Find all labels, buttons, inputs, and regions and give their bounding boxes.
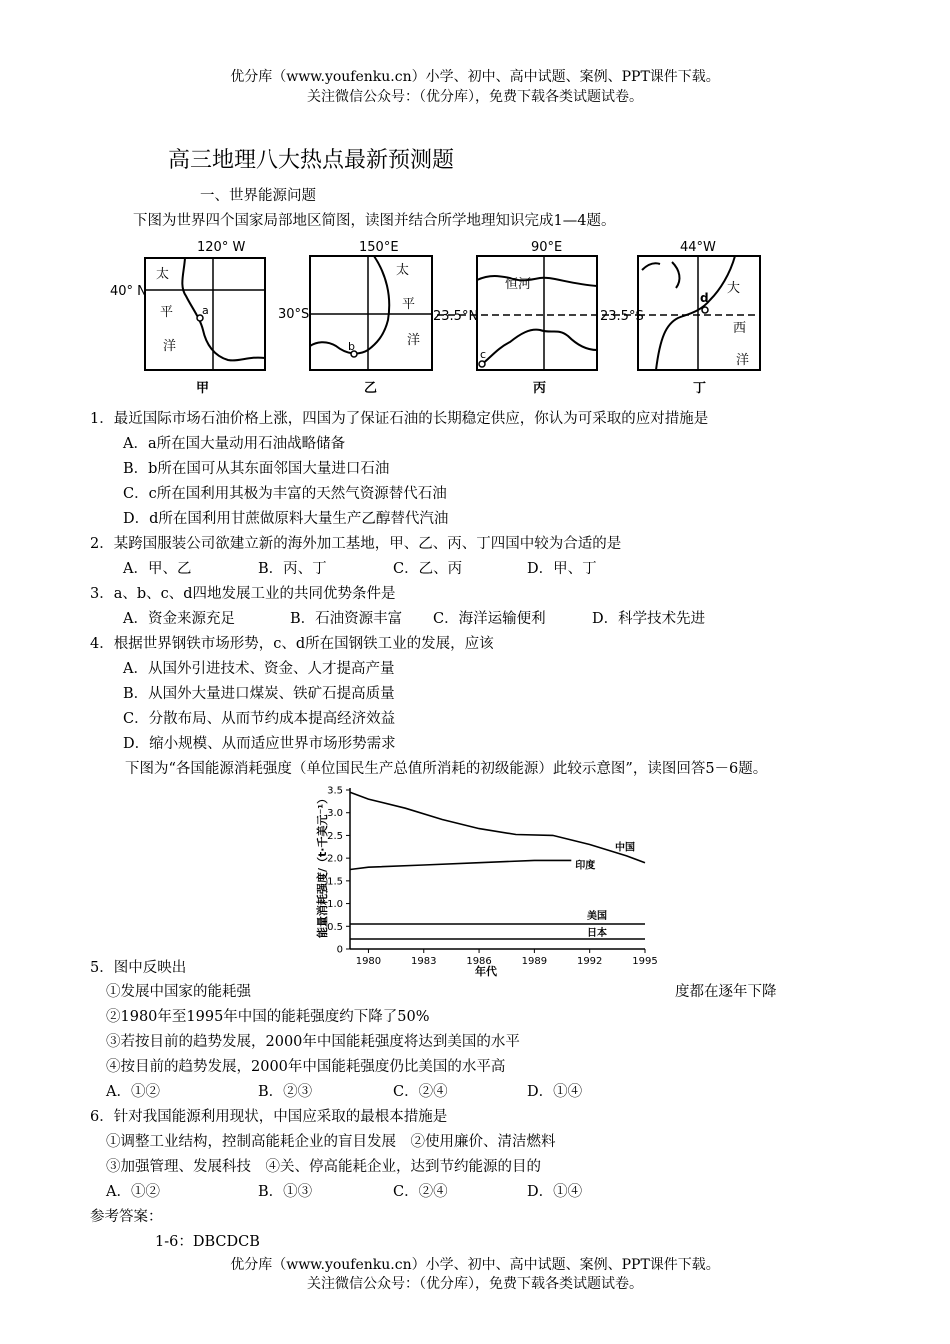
series-label: 印度 — [575, 860, 596, 872]
y-tick-label: 0.5 — [327, 921, 343, 933]
q1-stem: 1．最近国际市场石油价格上涨，四国为了保证石油的长期稳定供应，你认为可采取的应对措施是 — [90, 411, 709, 427]
q3-option-b: B．石油资源丰富 — [290, 611, 403, 627]
q4-option-c: C．分散布局、从而节约成本提高经济效益 — [123, 711, 396, 727]
series-line-印度 — [350, 860, 571, 869]
map-yi-sea-1: 太 — [396, 263, 410, 278]
map-jia-sea-1: 太 — [156, 267, 170, 282]
y-tick-label: 1.5 — [327, 876, 343, 888]
q2-option-a: A．甲、乙 — [123, 561, 192, 577]
q4-option-d: D．缩小规模、从而适应世界市场形势需求 — [123, 736, 396, 752]
map-jia-lon: 120° W — [197, 240, 246, 255]
q6-option-b: B．①③ — [258, 1184, 313, 1200]
map-yi-name: 乙 — [364, 381, 378, 396]
series-label: 日本 — [587, 928, 607, 940]
q5-option-b: B．②③ — [258, 1084, 313, 1100]
page-title: 高三地理八大热点最新预测题 — [168, 148, 455, 173]
map-jia-sea-3: 洋 — [163, 339, 177, 354]
map-yi-sea-2: 平 — [402, 297, 416, 312]
q5-item-2: ②1980年至1995年中国的能耗强度约下降了50% — [106, 1009, 430, 1025]
energy-intensity-chart — [310, 778, 660, 978]
q5-option-d: D．①④ — [527, 1084, 583, 1100]
map-ding-sea-1: 大 — [727, 281, 741, 296]
x-tick-label: 1995 — [632, 956, 658, 967]
x-tick-label: 1989 — [521, 956, 548, 967]
q4-option-a: A．从国外引进技术、资金、人才提高产量 — [123, 661, 395, 677]
q3-option-d: D．科学技术先进 — [592, 611, 706, 627]
q5-item-3: ③若按目前的趋势发展，2000年中国能耗强度将达到美国的水平 — [106, 1034, 520, 1050]
map-jia-lat: 40° N — [110, 284, 147, 299]
q5-item-1b: 度都在逐年下降 — [675, 984, 777, 1000]
y-tick-label: 0 — [336, 944, 343, 956]
y-tick-label: 1.0 — [327, 899, 343, 911]
x-tick-label: 1986 — [466, 956, 492, 967]
map-ding-point-label: d — [700, 291, 709, 305]
x-tick-label: 1983 — [411, 956, 437, 967]
q5-stem: 5．图中反映出 — [90, 960, 187, 976]
map-bing-lat: 23.5°N — [433, 309, 479, 324]
header-line-1: 优分库（www.youfenku.cn）小学、初中、高中试题、案例、PPT课件下载。 — [230, 69, 720, 85]
q5-item-1a: ①发展中国家的能耗强 — [106, 984, 251, 1000]
q6-stem: 6．针对我国能源利用现状，中国应采取的最根本措施是 — [90, 1109, 448, 1125]
q2-option-b: B．丙、丁 — [258, 561, 327, 577]
q6-line-1: ①调整工业结构，控制高能耗企业的盲目发展 ②使用廉价、清洁燃料 — [106, 1134, 556, 1150]
map-jia-point-label: a — [202, 304, 209, 317]
chart-y-label: 能量消耗强度/（t·千美元⁻¹） — [316, 792, 329, 938]
map-jia-sea-2: 平 — [160, 305, 174, 320]
x-tick-label: 1992 — [576, 956, 603, 967]
header-line-2: 关注微信公众号：（优分库），免费下载各类试题试卷。 — [307, 89, 643, 105]
q6-line-2: ③加强管理、发展科技 ④关、停高能耗企业，达到节约能源的目的 — [106, 1159, 541, 1175]
series-line-中国 — [350, 792, 645, 862]
q1-option-b: B．b所在国可从其东面邻国大量进口石油 — [123, 461, 390, 477]
map-jia-name: 甲 — [196, 381, 210, 396]
q1-option-c: C．c所在国利用其极为丰富的天然气资源替代石油 — [123, 486, 447, 502]
q2-stem: 2．某跨国服装公司欲建立新的海外加工基地，甲、乙、丙、丁四国中较为合适的是 — [90, 536, 622, 552]
q3-stem: 3．a、b、c、d四地发展工业的共同优势条件是 — [90, 586, 396, 602]
q2-option-c: C．乙、丙 — [393, 561, 463, 577]
q6-option-d: D．①④ — [527, 1184, 583, 1200]
q6-option-c: C．②④ — [393, 1184, 448, 1200]
footer-line-1: 优分库（www.youfenku.cn）小学、初中、高中试题、案例、PPT课件下载。 — [230, 1257, 720, 1273]
q3-option-a: A．资金来源充足 — [123, 611, 235, 627]
q4-option-b: B．从国外大量进口煤炭、铁矿石提高质量 — [123, 686, 395, 702]
map-bing-river: 恒河 — [505, 277, 532, 292]
series-label: 中国 — [615, 842, 635, 854]
map-yi-lat: 30°S — [278, 307, 310, 322]
map-bing-point-label: c — [480, 348, 487, 361]
chart-intro: 下图为“各国能源消耗强度（单位国民生产总值所消耗的初级能源）此较示意图”，读图回答5－6题。 — [125, 761, 768, 777]
map-ding-sea-2: 西 — [733, 321, 747, 336]
map-yi-sea-3: 洋 — [407, 333, 421, 348]
q5-item-4: ④按目前的趋势发展，2000年中国能耗强度仍比美国的水平高 — [106, 1059, 506, 1075]
q2-option-d: D．甲、丁 — [527, 561, 597, 577]
q1-option-d: D．d所在国利用甘蔗做原料大量生产乙醇替代汽油 — [123, 511, 449, 527]
q6-option-a: A．①② — [106, 1184, 160, 1200]
q3-option-c: C．海洋运输便利 — [433, 611, 546, 627]
q5-option-c: C．②④ — [393, 1084, 448, 1100]
map-bing-lon: 90°E — [531, 240, 563, 255]
section-heading: 一、世界能源问题 — [200, 188, 316, 204]
map-yi-point-label: b — [348, 340, 355, 353]
map-yi-lon: 150°E — [359, 240, 399, 255]
map-ding-name: 丁 — [693, 381, 707, 396]
map-ding-lat: 23.5°S — [600, 309, 644, 324]
four-maps-figure — [100, 238, 800, 398]
series-label: 美国 — [587, 911, 607, 923]
maps-intro: 下图为世界四个国家局部地区简图，读图并结合所学地理知识完成1—4题。 — [133, 213, 616, 229]
y-tick-label: 2.5 — [327, 830, 343, 842]
map-bing-name: 丙 — [533, 381, 547, 396]
map-ding-sea-3: 洋 — [736, 353, 750, 368]
answers-value: 1-6：DBCDCB — [155, 1234, 260, 1250]
point-c — [479, 361, 485, 367]
point-d — [702, 307, 708, 313]
y-tick-label: 3.0 — [327, 808, 343, 820]
q4-stem: 4．根据世界钢铁市场形势，c、d所在国钢铁工业的发展，应该 — [90, 636, 494, 652]
chart-x-label: 年代 — [475, 965, 497, 978]
map-yi — [310, 256, 432, 370]
map-ding-lon: 44°W — [680, 240, 716, 255]
answers-label: 参考答案： — [90, 1209, 163, 1225]
y-tick-label: 2.0 — [327, 853, 343, 865]
q1-option-a: A．a所在国大量动用石油战略储备 — [123, 436, 346, 452]
footer-line-2: 关注微信公众号：（优分库），免费下载各类试题试卷。 — [307, 1276, 643, 1292]
x-tick-label: 1980 — [355, 956, 382, 967]
y-tick-label: 3.5 — [327, 785, 343, 797]
q5-option-a: A．①② — [106, 1084, 160, 1100]
